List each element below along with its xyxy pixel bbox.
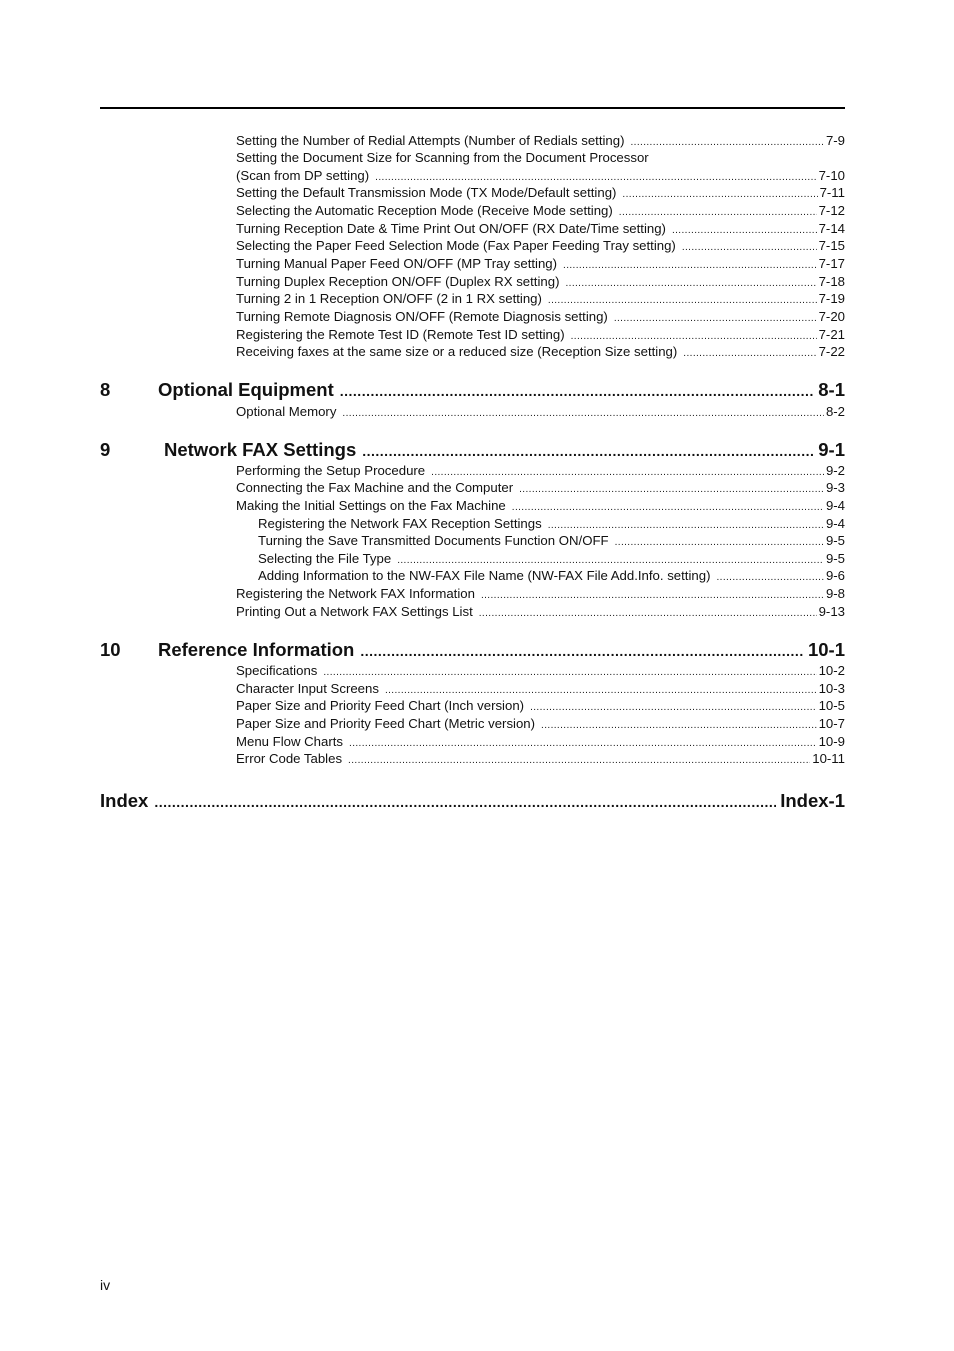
dot-leader	[360, 640, 804, 662]
entry-title: (Scan from DP setting)	[236, 168, 370, 183]
chapter-title: Reference Information	[158, 639, 355, 660]
entry-title: Turning Remote Diagnosis ON/OFF (Remote Diagnosis setting)	[236, 309, 608, 324]
entry-page: 9-4	[825, 498, 845, 513]
dot-leader	[615, 534, 824, 551]
dot-leader	[630, 134, 823, 151]
chapter-page: 9-1	[818, 439, 845, 460]
dot-leader	[323, 664, 816, 681]
dot-leader	[614, 310, 817, 327]
dot-leader	[541, 717, 817, 734]
entry-page: 9-13	[818, 604, 845, 619]
dot-leader	[530, 699, 817, 716]
entry-title: Receiving faxes at the same size or a reduced size (Reception Size setting)	[236, 344, 678, 359]
entry-title: Printing Out a Network FAX Settings List	[236, 604, 473, 619]
toc-entry[interactable]	[236, 237, 845, 256]
entry-title: Adding Information to the NW-FAX File Name (NW-FAX File Add.Info. setting)	[258, 568, 711, 583]
toc-entry[interactable]	[236, 715, 845, 734]
entry-title: Turning the Save Transmitted Documents Function ON/OFF	[258, 533, 609, 548]
dot-leader	[340, 380, 815, 402]
entry-page: 10-5	[818, 698, 845, 713]
toc-entry[interactable]	[236, 497, 845, 516]
chapter-number: 9	[100, 439, 111, 460]
page-number: iv	[100, 1277, 111, 1293]
toc-entry[interactable]	[236, 255, 845, 274]
chapter-title: Network FAX Settings	[164, 439, 357, 460]
dot-leader	[622, 186, 817, 203]
entry-page: 10-7	[818, 716, 845, 731]
entry-page: 7-18	[818, 274, 845, 289]
dot-leader	[512, 499, 824, 516]
dot-leader	[348, 752, 810, 769]
entry-title: Turning Manual Paper Feed ON/OFF (MP Tray setting)	[236, 256, 558, 271]
entry-page: 10-9	[818, 734, 845, 749]
entry-title: Setting the Number of Redial Attempts (Number of Redials setting)	[236, 133, 625, 148]
entry-title: Turning Reception Date & Time Print Out ON/OFF (RX Date/Time setting)	[236, 221, 666, 236]
chapter-title: Optional Equipment	[158, 379, 334, 400]
entry-page: 9-8	[825, 586, 845, 601]
chapter-page: 8-1	[818, 379, 845, 400]
entry-page: 7-19	[818, 291, 845, 306]
entry-page: 9-3	[825, 480, 845, 495]
dot-leader	[481, 587, 824, 604]
toc-entry[interactable]	[236, 750, 845, 769]
chapter-heading-10[interactable]	[100, 639, 845, 662]
entry-title: Selecting the Paper Feed Selection Mode (Fax Paper Feeding Tray setting)	[236, 238, 676, 253]
entry-page: 7-10	[818, 168, 845, 183]
chapter-page: 10-1	[807, 639, 845, 660]
toc-entry[interactable]	[236, 149, 649, 166]
toc-entry[interactable]	[236, 202, 845, 221]
chapter-heading-9[interactable]	[100, 439, 845, 462]
entry-title: Menu Flow Charts	[236, 734, 344, 749]
dot-leader	[683, 345, 816, 362]
toc-entry[interactable]	[236, 585, 845, 604]
entry-page: 7-9	[825, 133, 845, 148]
index-heading[interactable]	[100, 790, 845, 813]
entry-title: Registering the Network FAX Information	[236, 586, 475, 601]
entry-page: 7-15	[818, 238, 845, 253]
dot-leader	[716, 569, 823, 586]
chapter-heading-8[interactable]	[100, 379, 845, 402]
toc-entry[interactable]	[236, 184, 845, 203]
toc-entry[interactable]	[236, 308, 845, 327]
entry-page: 7-21	[818, 327, 845, 342]
entry-title: Registering the Network FAX Reception Settings	[258, 516, 542, 531]
entry-page: 7-22	[818, 344, 845, 359]
entry-page: 9-6	[825, 568, 845, 583]
dot-leader	[342, 405, 824, 422]
entry-page: 9-2	[825, 463, 845, 478]
entry-page: 7-11	[819, 185, 845, 200]
toc-entry[interactable]	[236, 697, 845, 716]
entry-title: Setting the Default Transmission Mode (TX Mode/Default setting)	[236, 185, 617, 200]
entry-page: 10-2	[818, 663, 845, 678]
entry-title: Making the Initial Settings on the Fax Machine	[236, 498, 506, 513]
entry-title: Selecting the File Type	[258, 551, 392, 566]
dot-leader	[479, 605, 817, 622]
chapter-number: 8	[100, 379, 111, 400]
entry-title: Registering the Remote Test ID (Remote Test ID setting)	[236, 327, 565, 342]
toc-subentry[interactable]	[258, 567, 845, 586]
entry-title: Paper Size and Priority Feed Chart (Metric version)	[236, 716, 536, 731]
entry-title: Error Code Tables	[236, 751, 343, 766]
dot-leader	[548, 292, 817, 309]
entry-page: 10-11	[812, 751, 845, 766]
entry-title: Turning 2 in 1 Reception ON/OFF (2 in 1 RX setting)	[236, 291, 542, 306]
entry-title: Paper Size and Priority Feed Chart (Inch version)	[236, 698, 525, 713]
dot-leader	[682, 239, 817, 256]
entry-page: 7-17	[818, 256, 845, 271]
toc-subentry[interactable]	[258, 532, 845, 551]
entry-page: 7-12	[818, 203, 845, 218]
entry-title: Optional Memory	[236, 404, 337, 419]
index-page: Index-1	[780, 790, 845, 811]
toc-entry[interactable]	[236, 343, 845, 362]
dot-leader	[154, 791, 776, 813]
dot-leader	[619, 204, 817, 221]
entry-title: Connecting the Fax Machine and the Computer	[236, 480, 514, 495]
entry-page: 9-5	[825, 533, 845, 548]
entry-title: Selecting the Automatic Reception Mode (Receive Mode setting)	[236, 203, 613, 218]
entry-title: Character Input Screens	[236, 681, 379, 696]
entry-page: 7-20	[818, 309, 845, 324]
chapter-number: 10	[100, 639, 121, 660]
entry-title: Performing the Setup Procedure	[236, 463, 426, 478]
header-rule	[100, 107, 845, 109]
index-title: Index	[100, 790, 149, 811]
toc-entry[interactable]	[236, 662, 845, 681]
entry-page: 10-3	[818, 681, 845, 696]
entry-page: 9-5	[825, 551, 845, 566]
toc-entry[interactable]	[236, 603, 845, 622]
entry-title: Specifications	[236, 663, 318, 678]
dot-leader	[563, 257, 817, 274]
entry-page: 8-2	[825, 404, 845, 419]
entry-page: 7-14	[818, 221, 845, 236]
dot-leader	[519, 481, 824, 498]
dot-leader	[362, 440, 814, 462]
entry-page: 9-4	[825, 516, 845, 531]
entry-title: Setting the Document Size for Scanning from the Document Processor	[236, 150, 649, 165]
toc-entry[interactable]	[236, 403, 845, 422]
entry-title: Turning Duplex Reception ON/OFF (Duplex RX setting)	[236, 274, 560, 289]
toc-entry[interactable]	[236, 479, 845, 498]
toc-entry[interactable]	[236, 290, 845, 309]
